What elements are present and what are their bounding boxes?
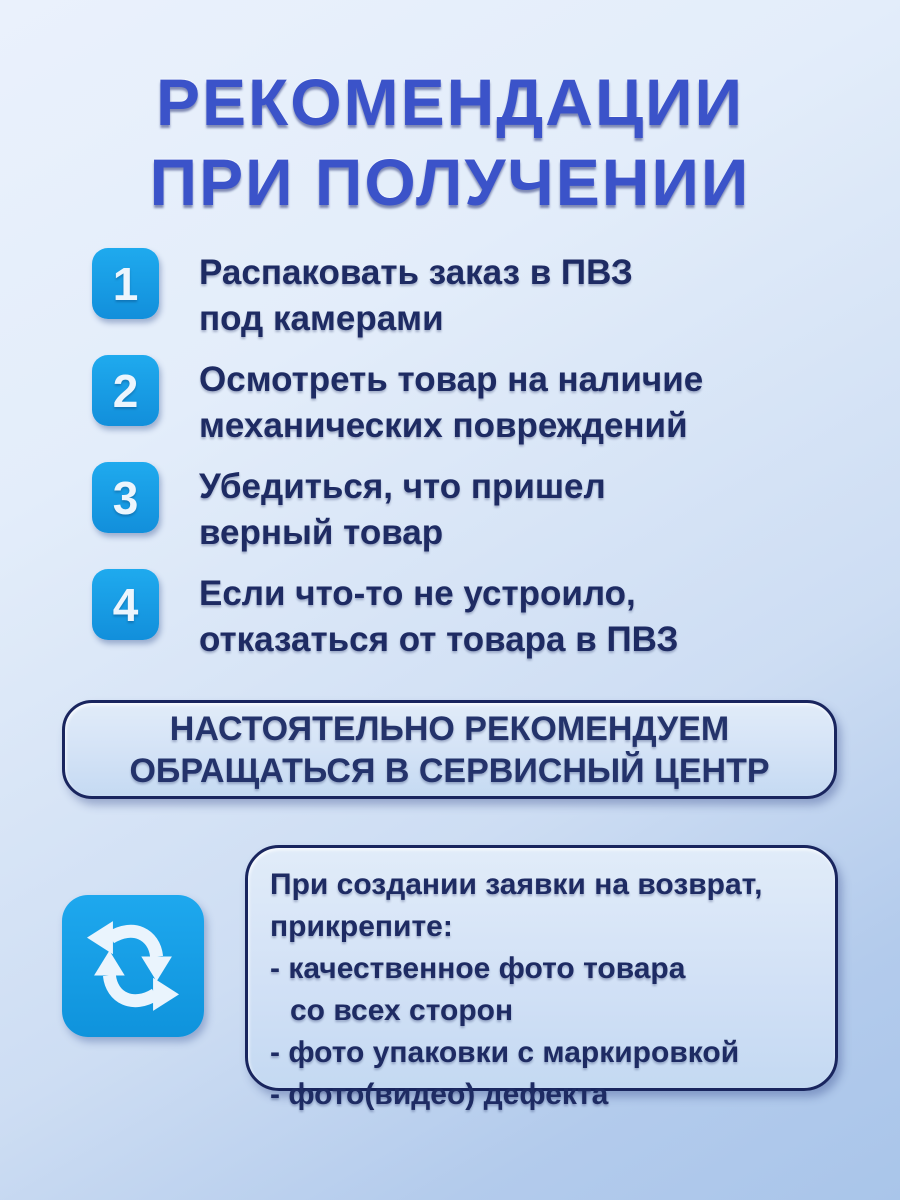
page-title [0, 62, 900, 222]
step-text-line: Осмотреть товар на наличие [199, 360, 704, 399]
title-line-2: ПРИ ПОЛУЧЕНИИ [149, 145, 751, 219]
step-text [199, 462, 606, 556]
step-text-line: механических повреждений [199, 406, 688, 445]
step-item-3 [92, 462, 850, 556]
return-note-box [245, 845, 838, 1111]
step-text-line: под камерами [199, 299, 444, 338]
step-item-4 [92, 569, 850, 663]
steps-list [92, 248, 850, 676]
step-text-line: отказаться от товара в ПВЗ [199, 620, 679, 659]
note-line: прикрепите: [270, 910, 453, 943]
note-bullet-continuation: со всех сторон [290, 994, 514, 1027]
step-text-line: Распаковать заказ в ПВЗ [199, 253, 633, 292]
step-text-line: Убедиться, что пришел [199, 467, 606, 506]
banner-line-2: ОБРАЩАТЬСЯ В СЕРВИСНЫЙ ЦЕНТР [129, 751, 770, 790]
note-bullet: - фото упаковки с маркировкой [270, 1036, 740, 1069]
step-text-line: верный товар [199, 513, 444, 552]
step-number-badge: 2 [92, 355, 159, 426]
note-bullet: - качественное фото товара [270, 952, 686, 985]
title-line-1: РЕКОМЕНДАЦИИ [155, 65, 745, 139]
step-text [199, 355, 703, 449]
exchange-arrows-icon [62, 895, 204, 1037]
note-line: При создании заявки на возврат, [270, 868, 763, 901]
step-number-badge: 1 [92, 248, 159, 319]
note-bullet: - фото(видео) дефекта [270, 1078, 609, 1111]
banner-line-1: НАСТОЯТЕЛЬНО РЕКОМЕНДУЕМ [169, 709, 730, 748]
step-number-badge: 4 [92, 569, 159, 640]
step-item-2 [92, 355, 850, 449]
step-text-line: Если что-то не устроило, [199, 574, 636, 613]
service-center-banner [62, 700, 837, 799]
step-item-1 [92, 248, 850, 342]
step-number-badge: 3 [92, 462, 159, 533]
step-text [199, 248, 633, 342]
step-text [199, 569, 678, 663]
